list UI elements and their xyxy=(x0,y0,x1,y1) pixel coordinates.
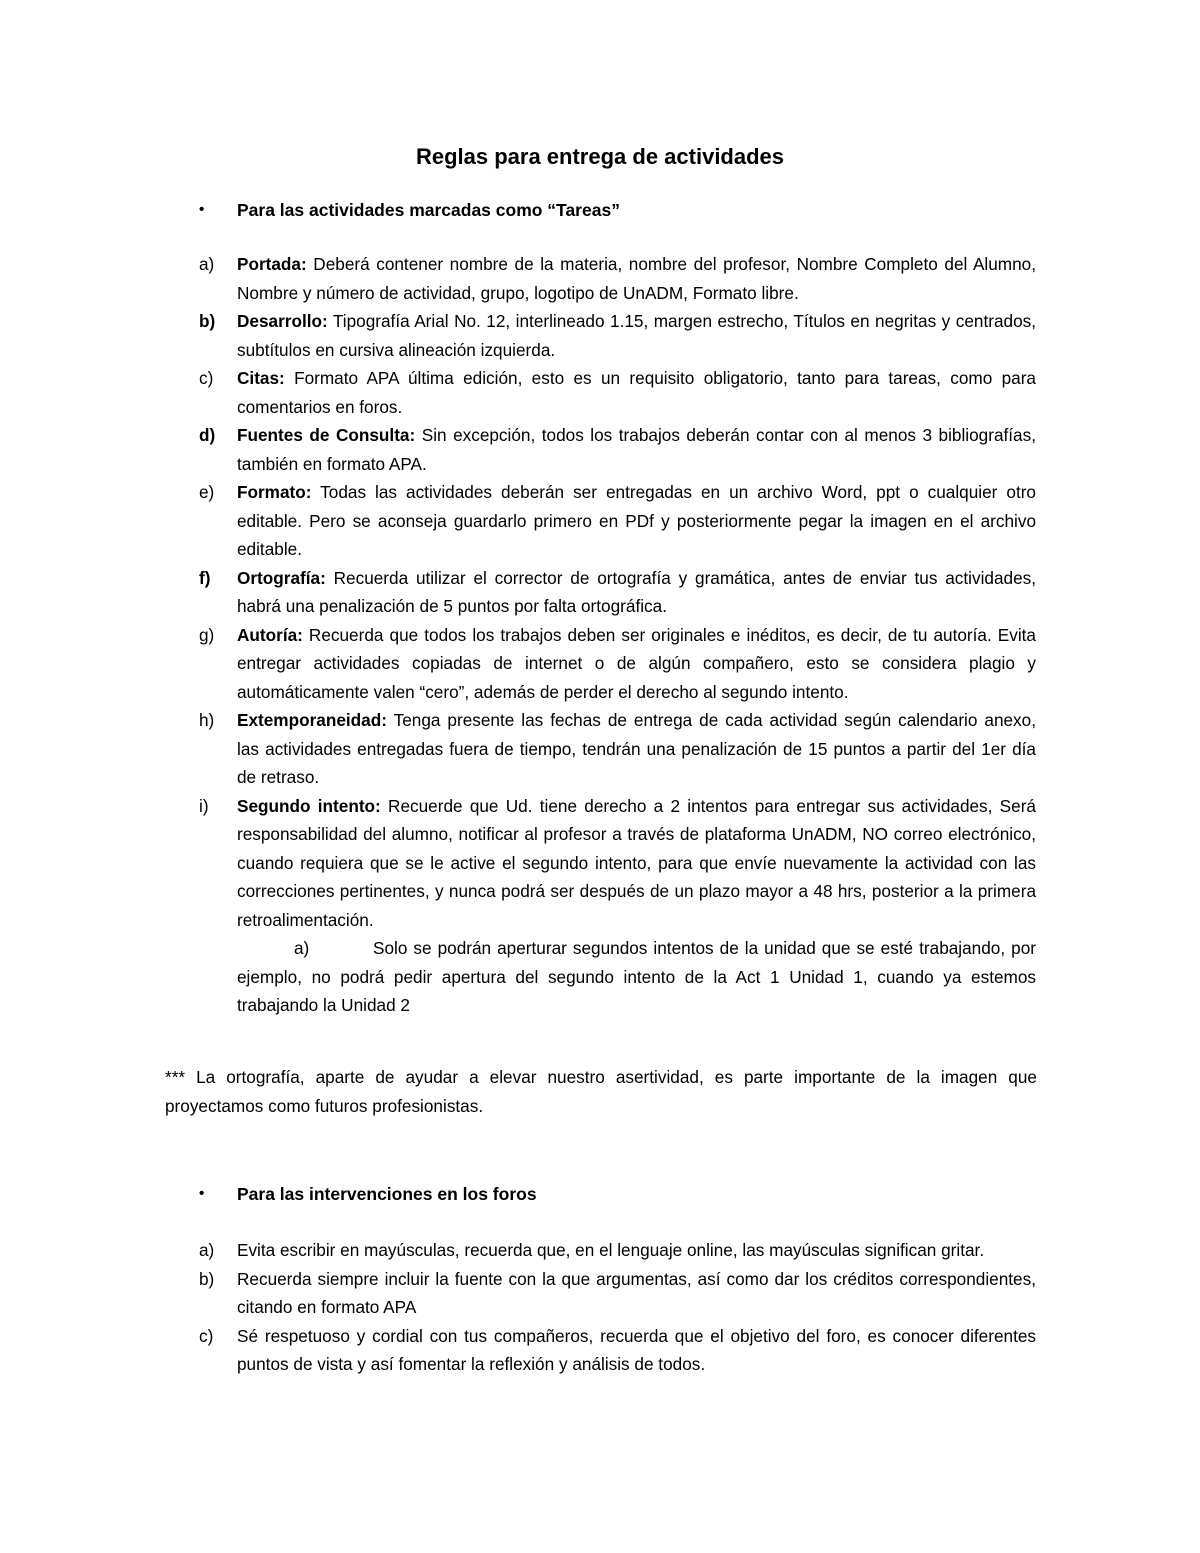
item-text: Deberá contener nombre de la materia, nombre del profesor, Nombre Completo del Alumno, Nombre y número de actividad, grupo, logotipo de UnADM, Formato libre. xyxy=(237,254,1036,303)
list-marker: a) xyxy=(199,1240,215,1260)
item-label: Extemporaneidad: xyxy=(237,710,387,730)
list-marker: e) xyxy=(199,482,215,502)
list-marker: g) xyxy=(199,624,215,645)
list-marker: b) xyxy=(199,1268,215,1289)
item-label: Desarrollo: xyxy=(237,311,328,331)
ortografia-note: *** La ortografía, aparte de ayudar a elevar nuestro asertividad, es parte importante de la imagen que proyectamos como futuros profesionistas. xyxy=(165,1067,1037,1116)
list-marker: f) xyxy=(199,567,211,588)
section-heading-text: Para las intervenciones en los foros xyxy=(237,1184,537,1204)
list-item xyxy=(199,621,1036,707)
tareas-rules-list xyxy=(199,250,1036,1020)
item-text: Formato APA última edición, esto es un requisito obligatorio, tanto para tareas, como para comentarios en foros. xyxy=(237,368,1036,417)
list-marker: i) xyxy=(199,795,209,816)
page-title: Reglas para entrega de actividades xyxy=(415,144,785,169)
item-label: Segundo intento: xyxy=(237,795,381,816)
list-marker: b) xyxy=(199,311,216,331)
bullet-icon: • xyxy=(199,201,205,218)
item-label: Ortografía: xyxy=(237,567,326,588)
item-label: Citas: xyxy=(237,368,285,388)
list-marker: a) xyxy=(199,254,215,274)
list-item xyxy=(199,250,1036,307)
item-text: Sé respetuoso y cordial con tus compañeros, recuerda que el objetivo del foro, es conocer diferentes puntos de vista y así fomentar la reflexión y análisis de todos. xyxy=(237,1325,1036,1374)
item-text: Tenga presente las fechas de entrega de cada actividad según calendario anexo, las actividades entregadas fuera de tiempo, tendrán una penalización de 15 puntos a partir del 1er día de retraso. xyxy=(237,710,1036,787)
list-marker: h) xyxy=(199,710,215,730)
foros-rules-list xyxy=(199,1236,1036,1379)
sub-list-container xyxy=(199,934,1036,1020)
list-marker: c) xyxy=(199,1325,214,1346)
list-item xyxy=(199,1265,1036,1322)
list-item xyxy=(199,478,1036,564)
list-item xyxy=(199,706,1036,792)
list-item xyxy=(199,421,1036,478)
item-text: Recuerda utilizar el corrector de ortografía y gramática, antes de enviar tus actividades, habrá una penalización de 5 puntos por falta ortográfica. xyxy=(237,567,1036,616)
item-text: Recuerda siempre incluir la fuente con la que argumentas, así como dar los créditos correspondientes, citando en formato APA xyxy=(237,1268,1036,1317)
item-text: Recuerda que todos los trabajos deben ser originales e inéditos, es decir, de tu autoría. Evita entregar actividades copiadas de internet o de algún compañero, esto se considera plagio y automáticamente valen “cero”, además de perder el derecho al segundo intento. xyxy=(237,624,1036,702)
item-label: Formato: xyxy=(237,482,312,502)
list-item xyxy=(199,1236,1036,1265)
list-item xyxy=(199,364,1036,421)
item-label: Portada: xyxy=(237,254,307,274)
item-text: Tipografía Arial No. 12, interlineado 1.15, margen estrecho, Títulos en negritas y centrados, subtítulos en cursiva alineación izquierda. xyxy=(237,311,1036,360)
bullet-icon: • xyxy=(199,1185,205,1202)
item-label: Autoría: xyxy=(237,624,303,645)
item-label: Fuentes de Consulta: xyxy=(237,425,416,445)
list-item xyxy=(199,792,1036,935)
item-text: Recuerde que Ud. tiene derecho a 2 intentos para entregar sus actividades, Será responsabilidad del alumno, notificar al profesor a través de plataforma UnADM, NO correo electrónico, cuando requiera que se le active el segundo intento, para que envíe nuevamente la actividad con las correcciones pertinentes, y nunca podrá ser después de un plazo mayor a 48 hrs, posterior a la primera retroalimentación. xyxy=(237,795,1036,930)
list-marker: c) xyxy=(199,368,214,388)
list-item xyxy=(199,1322,1036,1379)
item-text: Evita escribir en mayúsculas, recuerda que, en el lenguaje online, las mayúsculas significan gritar. xyxy=(237,1240,985,1260)
sub-list-marker: a) xyxy=(294,938,310,958)
sub-item-text: Solo se podrán aperturar segundos intentos de la unidad que se esté trabajando, por ejemplo, no podrá pedir apertura del segundo intento de la Act 1 Unidad 1, cuando ya estemos trabajando la Unidad 2 xyxy=(237,938,1036,1015)
section-heading-text: Para las actividades marcadas como “Tareas” xyxy=(237,200,620,220)
list-marker: d) xyxy=(199,425,216,445)
list-item xyxy=(199,307,1036,364)
item-text: Todas las actividades deberán ser entregadas en un archivo Word, ppt o cualquier otro editable. Pero se aconseja guardarlo primero en PDf y posteriormente pegar la imagen en el archivo editable. xyxy=(237,482,1036,559)
item-text: Sin excepción, todos los trabajos deberán contar con al menos 3 bibliografías, también en formato APA. xyxy=(237,425,1036,474)
list-item xyxy=(199,564,1036,621)
sub-list-item xyxy=(237,938,1036,1015)
